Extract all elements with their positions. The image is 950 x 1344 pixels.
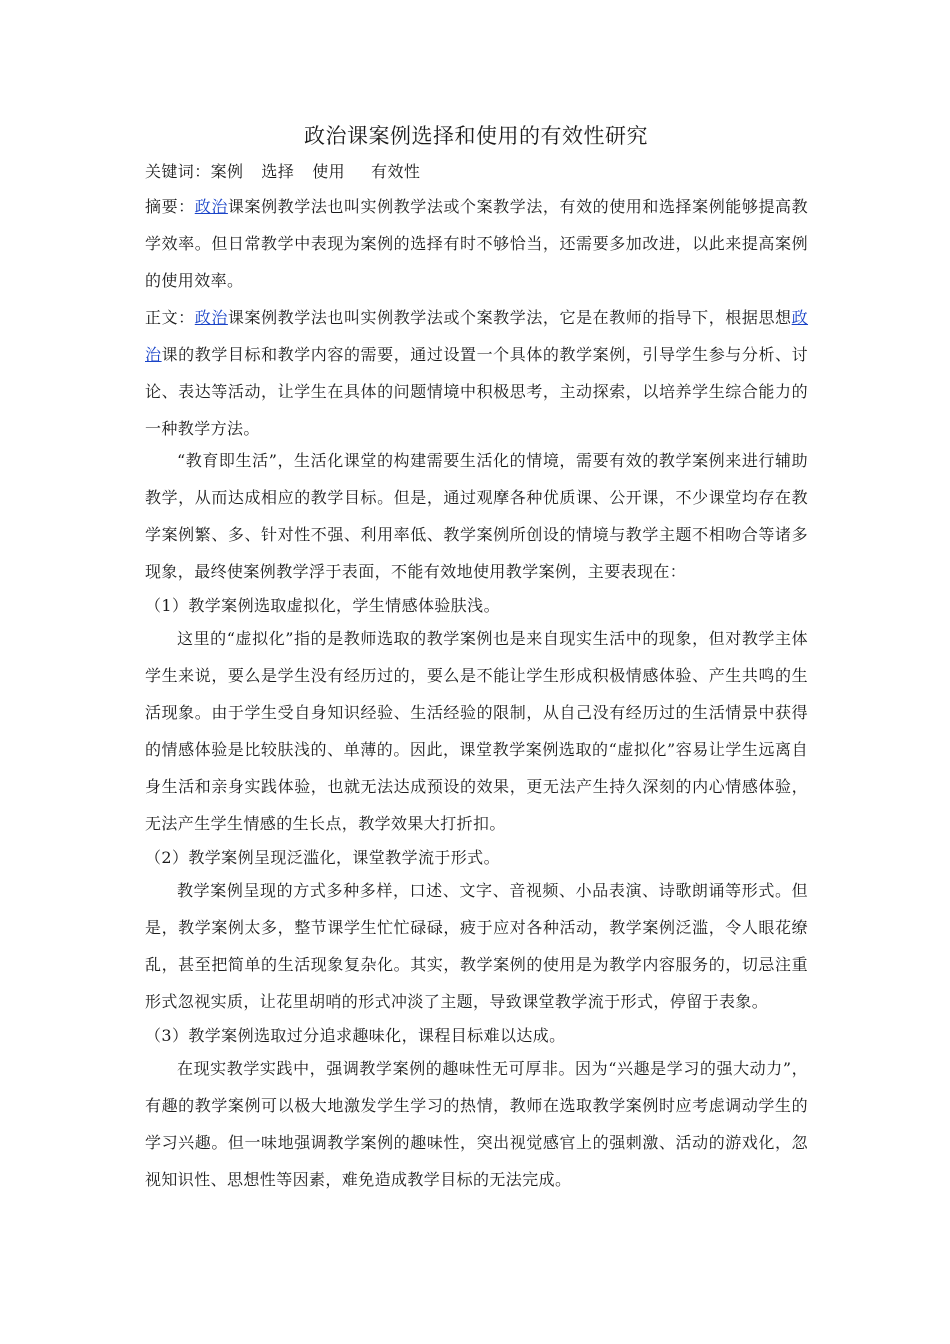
keyword-item: 有效性 — [371, 162, 421, 181]
section-heading-3: （3）教学案例选取过分追求趣味化，课程目标难以达成。 — [145, 1026, 566, 1045]
paragraph-1 — [145, 442, 808, 590]
paragraph-text: 这里的“虚拟化”指的是教师选取的教学案例也是来自现实生活中的现象，但对教学主体学生来说，要么是学生没有经历过的，要么是不能让学生形成积极情感体验、产生共鸣的生活现象。由于学生受自身知识经验、生活经验的限制，从自己没有经历过的生活情景中获得的情感体验是比较肤浅的、单薄的。因此，课堂教学案例选取的“虚拟化”容易让学生远离自身生活和亲身实践体验，也就无法达成预设的效果，更无法产生持久深刻的内心情感体验，无法产生学生情感的生长点，教学效果大打折扣。 — [145, 629, 808, 833]
main-text-1: 课案例教学法也叫实例教学法或个案教学法，它是在教师的指导下，根据思想 — [227, 308, 792, 327]
main-intro-paragraph — [145, 299, 808, 447]
paragraph-4 — [145, 1050, 808, 1198]
politics-link[interactable]: 政治 — [145, 308, 809, 364]
politics-link[interactable]: 政治 — [194, 308, 228, 327]
main-label: 正文： — [145, 308, 195, 327]
paragraph-2 — [145, 620, 808, 842]
paragraph-3 — [145, 872, 808, 1020]
paragraph-text: “教育即生活”，生活化课堂的构建需要生活化的情境，需要有效的教学案例来进行辅助教学，从而达成相应的教学目标。但是，通过观摩各种优质课、公开课，不少课堂均存在教学案例繁、多、针对性不强、利用率低、教学案例所创设的情境与教学主题不相吻合等诸多现象，最终使案例教学浮于表面，不能有效地使用教学案例，主要表现在： — [145, 451, 808, 581]
keywords-label: 关键词： — [145, 162, 211, 181]
keyword-item: 案例 — [210, 162, 244, 181]
keyword-item: 使用 — [312, 162, 346, 181]
paragraph-text: 在现实教学实践中，强调教学案例的趣味性无可厚非。因为“兴趣是学习的强大动力”，有趣的教学案例可以极大地激发学生学习的热情，教师在选取教学案例时应考虑调动学生的学习兴趣。但一味地强调教学案例的趣味性，突出视觉感官上的强刺激、活动的游戏化，忽视知识性、思想性等因素，难免造成教学目标的无法完成。 — [145, 1059, 808, 1189]
politics-link[interactable]: 政治 — [194, 197, 228, 216]
keyword-item: 选择 — [261, 162, 295, 181]
section-heading-2: （2）教学案例呈现泛滥化，课堂教学流于形式。 — [145, 848, 500, 867]
document-title: 政治课案例选择和使用的有效性研究 — [304, 124, 648, 148]
paragraph-text: 教学案例呈现的方式多种多样，口述、文字、音视频、小品表演、诗歌朗诵等形式。但是，教学案例太多，整节课学生忙忙碌碌，疲于应对各种活动，教学案例泛滥，令人眼花缭乱，甚至把简单的生活现象复杂化。其实，教学案例的使用是为教学内容服务的，切忌注重形式忽视实质，让花里胡哨的形式冲淡了主题，导致课堂教学流于形式，停留于表象。 — [145, 881, 808, 1011]
section-heading-1: （1）教学案例选取虚拟化，学生情感体验肤浅。 — [145, 596, 500, 615]
abstract-label: 摘要： — [145, 197, 195, 216]
main-text-2: 课的教学目标和教学内容的需要，通过设置一个具体的教学案例，引导学生参与分析、讨论、表达等活动，让学生在具体的问题情境中积极思考，主动探索，以培养学生综合能力的一种教学方法。 — [145, 345, 808, 438]
abstract-paragraph — [145, 188, 808, 299]
abstract-text: 课案例教学法也叫实例教学法或个案教学法，有效的使用和选择案例能够提高教学效率。但日常教学中表现为案例的选择有时不够恰当，还需要多加改进，以此来提高案例的使用效率。 — [145, 197, 808, 290]
keywords-line — [145, 160, 808, 184]
